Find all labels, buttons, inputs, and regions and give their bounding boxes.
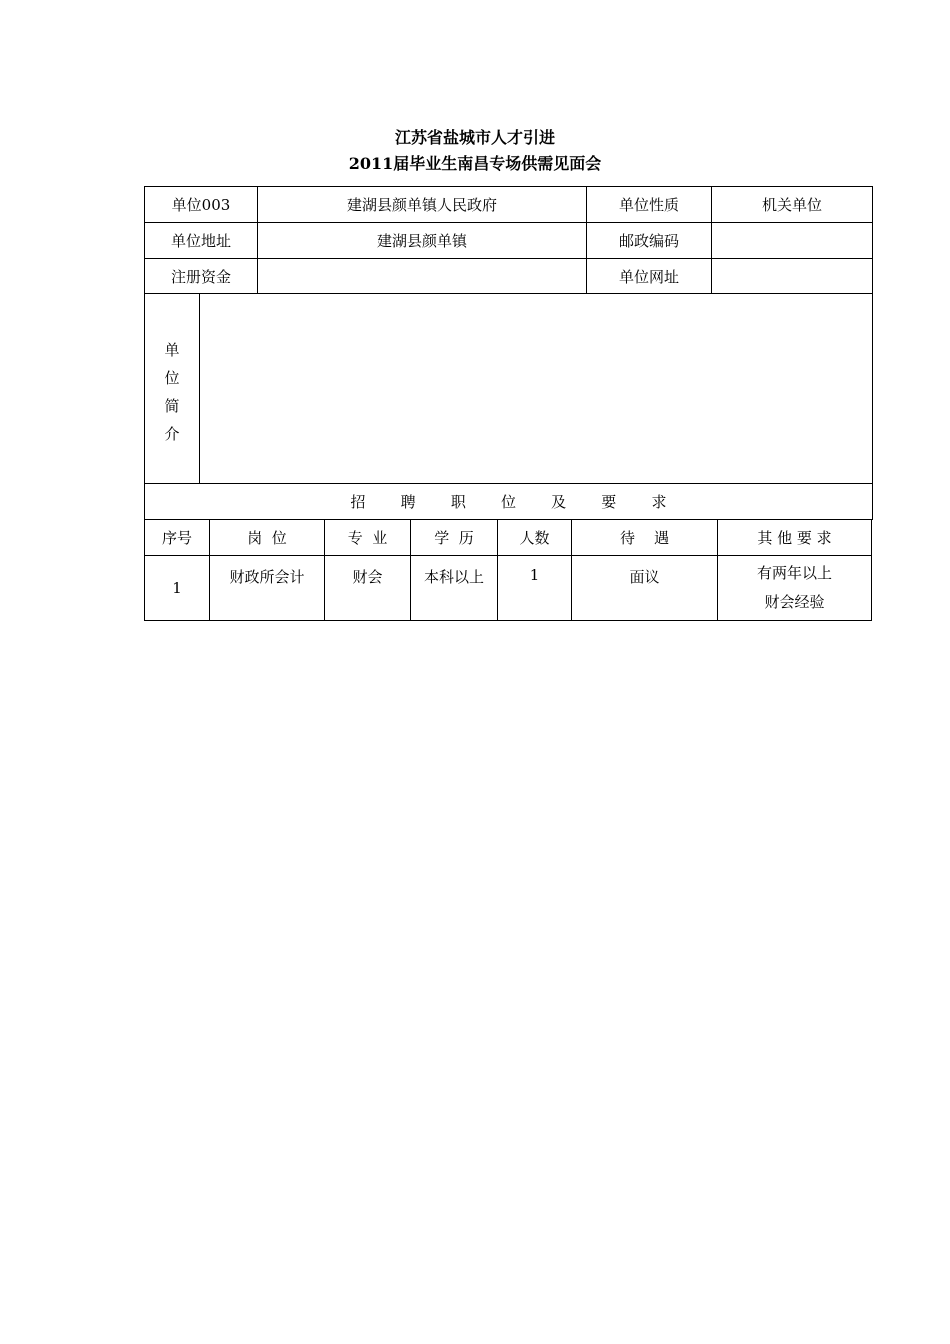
table-border — [144, 620, 872, 621]
column-header-education: 学 历 — [434, 529, 474, 547]
section-title-char: 聘 — [400, 493, 416, 511]
unit-nature-value: 机关单位 — [761, 196, 822, 214]
row-count: 1 — [529, 566, 540, 584]
column-header-treatment: 待 遇 — [619, 529, 670, 547]
row-other-requirements — [718, 556, 871, 620]
unit-intro-label-char: 介 — [164, 425, 180, 443]
section-title-char: 招 — [350, 493, 366, 511]
website-label: 单位网址 — [618, 267, 679, 286]
postcode-value — [712, 223, 872, 258]
column-header-major: 专 业 — [347, 529, 388, 547]
row-major: 财会 — [352, 568, 383, 586]
unit-id-label: 单位003 — [171, 196, 231, 214]
unit-nature-label: 单位性质 — [618, 196, 679, 214]
section-title-char: 求 — [651, 493, 667, 511]
recruitment-section-title — [145, 484, 872, 519]
section-title-char: 及 — [551, 493, 567, 511]
document-title: 江苏省盐城市人才引进 — [394, 128, 555, 147]
section-title-char: 职 — [450, 493, 466, 511]
unit-intro-label-char: 简 — [164, 397, 180, 415]
unit-intro-label-char: 单 — [164, 341, 180, 359]
unit-intro-label — [145, 336, 199, 448]
other-requirements-line: 有两年以上 — [756, 564, 832, 582]
postcode-label: 邮政编码 — [618, 232, 679, 250]
column-header-other-requirements: 其 他 要 求 — [757, 529, 832, 547]
document-subtitle: 2011届毕业生南昌专场供需见面会 — [348, 154, 602, 173]
table-border — [872, 186, 873, 520]
table-border — [871, 519, 872, 621]
unit-name-value: 建湖县颜单镇人民政府 — [346, 196, 497, 214]
column-header-position: 岗 位 — [247, 529, 287, 547]
row-education: 本科以上 — [423, 568, 484, 586]
section-title-char: 位 — [500, 493, 516, 511]
registered-capital-value — [258, 259, 586, 293]
column-header-number: 序号 — [161, 529, 192, 547]
registered-capital-label: 注册资金 — [170, 267, 231, 286]
unit-address-label: 单位地址 — [170, 232, 231, 250]
row-number: 1 — [172, 579, 182, 597]
unit-address-value: 建湖县颜单镇 — [376, 232, 467, 250]
unit-intro-content — [200, 294, 872, 483]
section-title-char: 要 — [601, 493, 617, 511]
website-value — [712, 259, 872, 293]
row-treatment: 面议 — [629, 568, 660, 586]
unit-intro-label-char: 位 — [164, 369, 180, 387]
column-header-count: 人数 — [519, 529, 550, 547]
row-position: 财政所会计 — [229, 568, 305, 586]
other-requirements-line: 财会经验 — [764, 593, 825, 611]
